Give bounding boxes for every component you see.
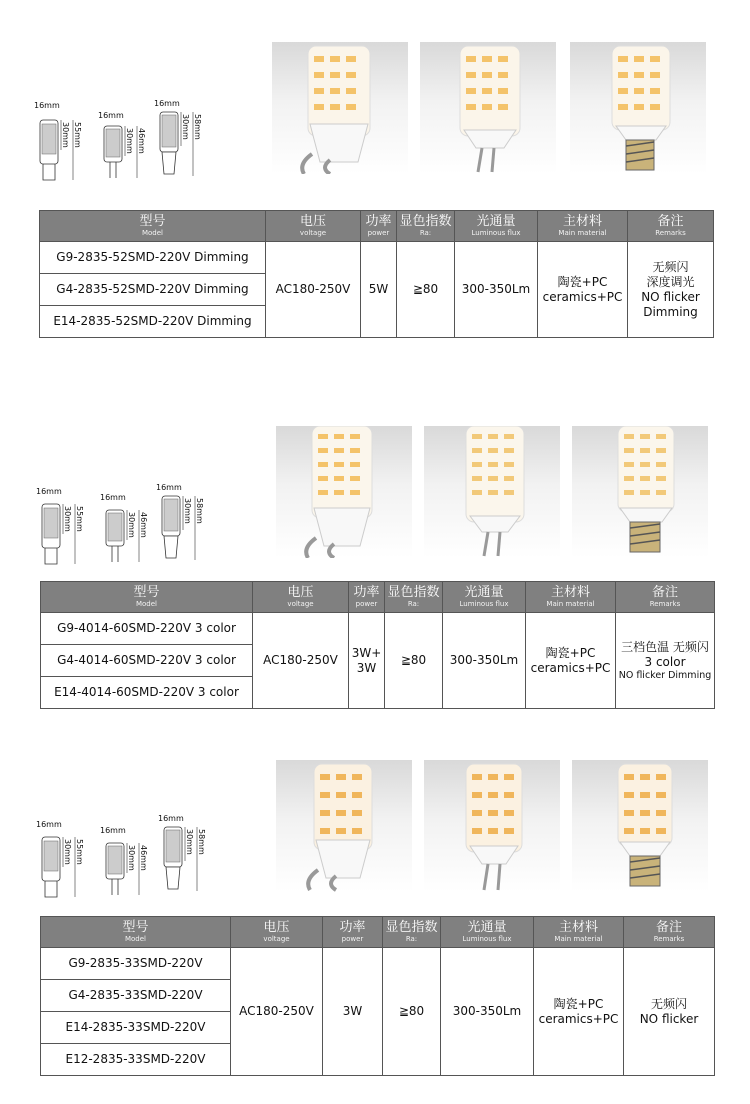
e14-bulb-photo [572, 760, 708, 892]
model-cell: E12-2835-33SMD-220V [41, 1044, 231, 1076]
height-label-55: 55mm [75, 506, 84, 532]
header-ra: 显色指数 Ra: [383, 917, 441, 948]
model-cell: G4-2835-33SMD-220V [41, 980, 231, 1012]
header-power: 功率 power [323, 917, 383, 948]
power-cell: 3W [323, 948, 383, 1076]
spec-table-1 [39, 210, 714, 338]
height-label-30: 30mm [127, 512, 136, 538]
material-cell: 陶瓷+PC ceramics+PC [538, 242, 628, 338]
g4-bulb-photo [420, 42, 556, 174]
header-power: 功率 power [361, 211, 397, 242]
height-label-30: 30mm [63, 506, 72, 532]
voltage-cell: AC180-250V [266, 242, 361, 338]
power-cell: 5W [361, 242, 397, 338]
product-section-3 [0, 720, 750, 1104]
g9-dimension-drawing [36, 820, 84, 897]
height-label-55: 55mm [75, 839, 84, 865]
header-ra: 显色指数 Ra: [397, 211, 455, 242]
e14-bulb-photo [570, 42, 706, 174]
g9-bulb-photo [276, 426, 412, 558]
height-label-58: 58mm [197, 829, 206, 855]
width-label: 16mm [154, 99, 180, 108]
g4-dimension-drawing [98, 111, 146, 178]
header-flux: 光通量 Luminous flux [441, 917, 534, 948]
table-header-row [40, 211, 714, 242]
power-cell: 3W+ 3W [349, 613, 385, 709]
height-label-30: 30mm [185, 829, 194, 855]
dimension-drawings [30, 815, 230, 919]
height-label-30: 30mm [61, 122, 70, 148]
height-label-58: 58mm [195, 498, 204, 524]
width-label: 16mm [36, 820, 62, 829]
g4-dimension-drawing [100, 826, 148, 895]
header-material: 主材料 Main material [538, 211, 628, 242]
remarks-cell: 无频闪 NO flicker [624, 948, 715, 1076]
ra-cell: ≧80 [397, 242, 455, 338]
table-row [40, 242, 714, 274]
width-label: 16mm [100, 826, 126, 835]
header-model: 型号 Model [41, 917, 231, 948]
header-model: 型号 Model [40, 211, 266, 242]
table-header-row [41, 917, 715, 948]
header-material: 主材料 Main material [534, 917, 624, 948]
spec-table-3 [40, 916, 715, 1076]
width-label: 16mm [158, 814, 184, 823]
dimension-drawings [28, 98, 228, 202]
model-cell: G9-2835-33SMD-220V [41, 948, 231, 980]
product-section-1 [0, 0, 750, 350]
header-ra: 显色指数 Ra: [385, 582, 443, 613]
height-label-30: 30mm [125, 128, 134, 154]
height-label-30: 30mm [181, 114, 190, 140]
header-voltage: 电压 voltage [266, 211, 361, 242]
height-label-46: 46mm [139, 512, 148, 538]
g9-dimension-drawing [34, 101, 82, 180]
material-cell: 陶瓷+PC ceramics+PC [526, 613, 616, 709]
flux-cell: 300-350Lm [455, 242, 538, 338]
flux-cell: 300-350Lm [441, 948, 534, 1076]
height-label-30: 30mm [183, 498, 192, 524]
dimension-drawings [30, 484, 230, 588]
header-voltage: 电压 voltage [231, 917, 323, 948]
g4-dimension-drawing [100, 493, 148, 562]
e14-dimension-drawing [154, 99, 202, 176]
remarks-cell: 三档色温 无频闪 3 color NO flicker Dimming [616, 613, 715, 709]
height-label-46: 46mm [139, 845, 148, 871]
product-section-2 [0, 360, 750, 720]
header-remarks: 备注 Remarks [616, 582, 715, 613]
header-remarks: 备注 Remarks [628, 211, 714, 242]
g4-bulb-photo [424, 760, 560, 892]
model-cell: G4-4014-60SMD-220V 3 color [41, 645, 253, 677]
e14-dimension-drawing [156, 483, 204, 560]
table-row [41, 613, 715, 645]
header-material: 主材料 Main material [526, 582, 616, 613]
height-label-30: 30mm [127, 845, 136, 871]
table-header-row [41, 582, 715, 613]
height-label-30: 30mm [63, 839, 72, 865]
g9-bulb-photo [272, 42, 408, 174]
e14-bulb-photo [572, 426, 708, 558]
table-row [41, 948, 715, 980]
e14-dimension-drawing [158, 814, 206, 891]
width-label: 16mm [156, 483, 182, 492]
model-cell: G9-2835-52SMD-220V Dimming [40, 242, 266, 274]
ra-cell: ≧80 [383, 948, 441, 1076]
height-label-58: 58mm [193, 114, 202, 140]
height-label-55: 55mm [73, 122, 82, 148]
header-remarks: 备注 Remarks [624, 917, 715, 948]
header-model: 型号 Model [41, 582, 253, 613]
voltage-cell: AC180-250V [253, 613, 349, 709]
model-cell: G4-2835-52SMD-220V Dimming [40, 274, 266, 306]
g4-bulb-photo [424, 426, 560, 558]
model-cell: G9-4014-60SMD-220V 3 color [41, 613, 253, 645]
header-voltage: 电压 voltage [253, 582, 349, 613]
spec-table-2 [40, 581, 715, 709]
ra-cell: ≧80 [385, 613, 443, 709]
header-power: 功率 power [349, 582, 385, 613]
model-cell: E14-2835-33SMD-220V [41, 1012, 231, 1044]
width-label: 16mm [100, 493, 126, 502]
width-label: 16mm [36, 487, 62, 496]
width-label: 16mm [34, 101, 60, 110]
model-cell: E14-2835-52SMD-220V Dimming [40, 306, 266, 338]
height-label-46: 46mm [137, 128, 146, 154]
model-cell: E14-4014-60SMD-220V 3 color [41, 677, 253, 709]
width-label: 16mm [98, 111, 124, 120]
g9-dimension-drawing [36, 487, 84, 564]
flux-cell: 300-350Lm [443, 613, 526, 709]
g9-bulb-photo [276, 760, 412, 892]
header-flux: 光通量 Luminous flux [455, 211, 538, 242]
header-flux: 光通量 Luminous flux [443, 582, 526, 613]
material-cell: 陶瓷+PC ceramics+PC [534, 948, 624, 1076]
voltage-cell: AC180-250V [231, 948, 323, 1076]
remarks-cell: 无频闪 深度调光 NO flicker Dimming [628, 242, 714, 338]
